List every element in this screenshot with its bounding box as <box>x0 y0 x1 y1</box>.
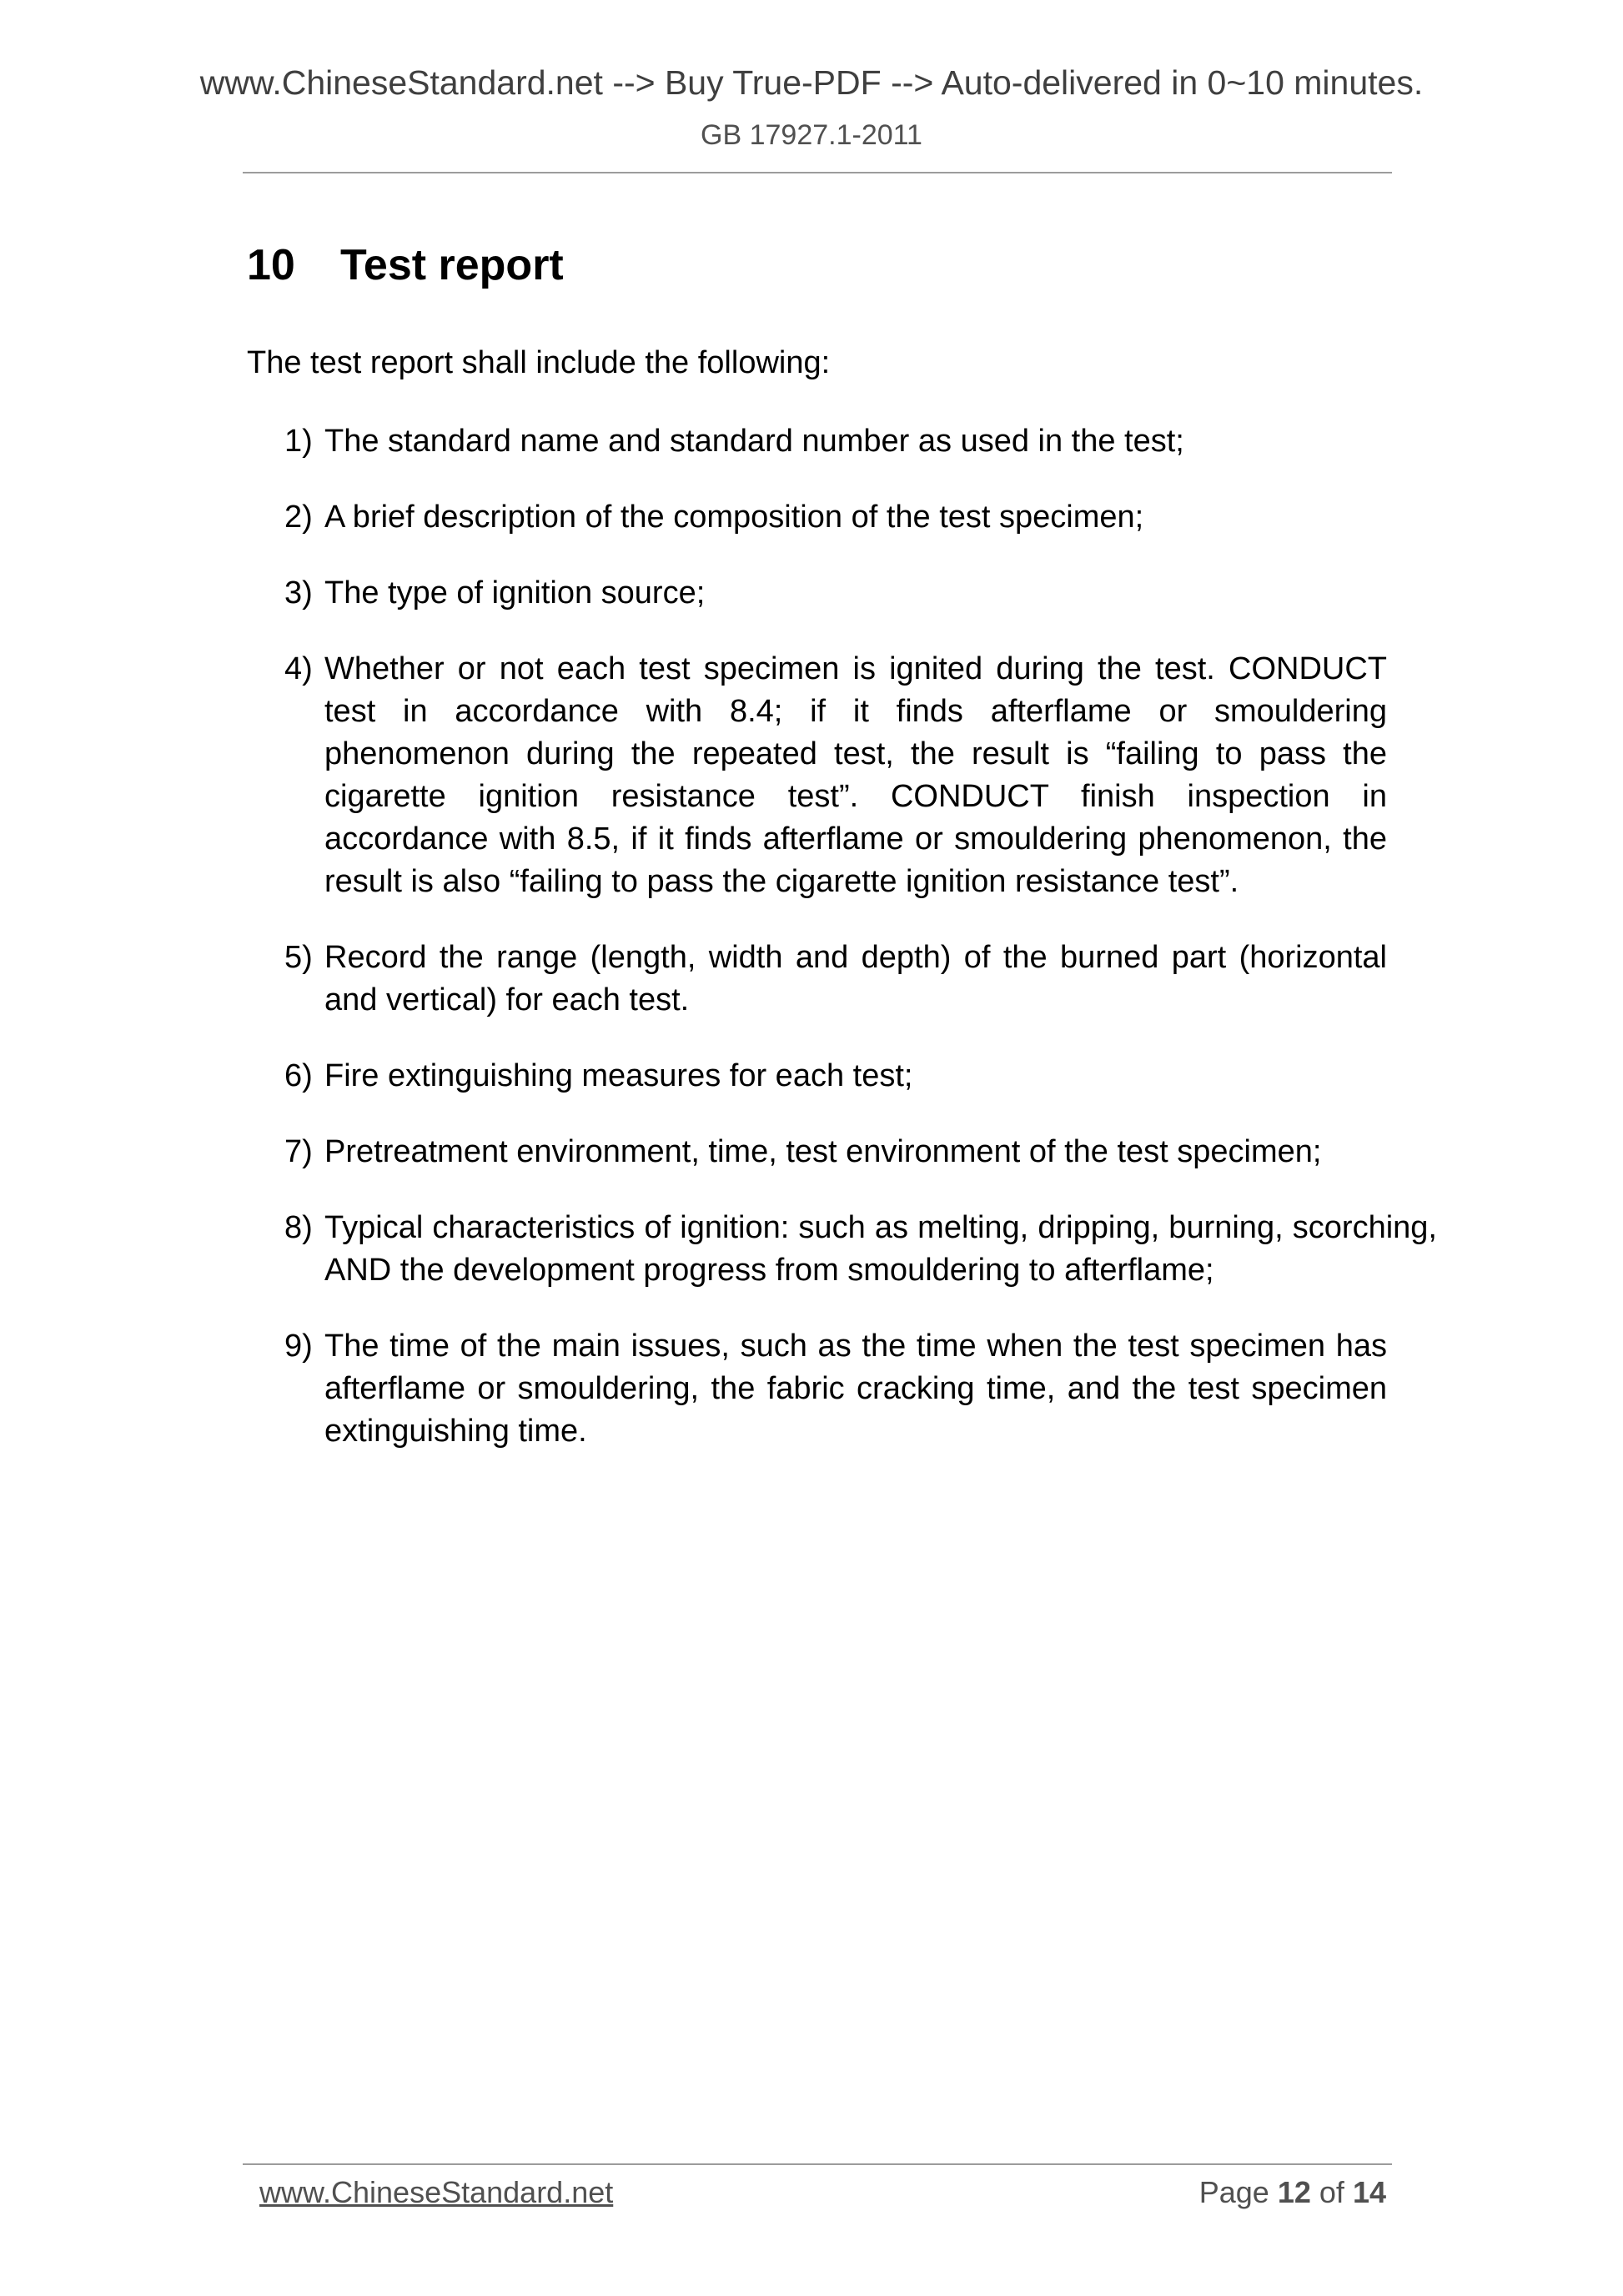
item-number: 8) <box>284 1210 313 1245</box>
list-item <box>284 1055 1387 1098</box>
page-indicator <box>1199 2175 1386 2210</box>
page-label: Page <box>1198 2175 1269 2209</box>
item-text: A brief description of the composition of the test specimen; <box>324 500 1144 535</box>
page-of-label: of <box>1319 2175 1344 2209</box>
item-number: 4) <box>284 651 313 686</box>
item-number: 9) <box>284 1329 313 1364</box>
list-item <box>284 648 1387 903</box>
list-item <box>284 937 1387 1022</box>
item-text: The standard name and standard number as used in the test; <box>324 424 1184 459</box>
item-text: Pretreatment environment, time, test environment of the test specimen; <box>324 1134 1322 1169</box>
item-text: Whether or not each test specimen is ignited during the test. CONDUCT test in accordance with 8.4; if it finds afterflame or smouldering phenomenon during the repeated test, the result is “failing to pass the cigarette ignition resistance test”. CONDUCT finish inspection in accordance with 8.5, if it finds afterflame or smouldering phenomenon, the result is also “failing to pass the cigarette ignition resistance test”. <box>324 651 1387 899</box>
item-text: Fire extinguishing measures for each test; <box>324 1058 913 1093</box>
section-number: 10 <box>247 241 295 289</box>
current-page-number: 12 <box>1277 2175 1311 2209</box>
list-item <box>284 420 1387 463</box>
item-number: 1) <box>284 424 313 459</box>
footer-website-link[interactable]: www.ChineseStandard.net <box>259 2175 614 2209</box>
item-number: 6) <box>284 1058 313 1093</box>
list-item <box>284 1131 1387 1173</box>
item-text: The time of the main issues, such as the time when the test specimen has afterflame or smouldering, the fabric cracking time, and the test specimen extinguishing time. <box>324 1329 1387 1449</box>
footer-divider <box>243 2163 1392 2165</box>
item-text: Record the range (length, width and depth) of the burned part (horizontal and vertical) for each test. <box>324 940 1387 1017</box>
intro-paragraph: The test report shall include the following: <box>247 345 831 380</box>
list-item <box>284 572 1387 615</box>
report-items-list <box>284 420 1437 1486</box>
list-item <box>284 496 1387 539</box>
section-heading <box>247 240 564 290</box>
item-text: The type of ignition source; <box>324 575 706 610</box>
top-banner: www.ChineseStandard.net --> Buy True-PDF --> Auto-delivered in 0~10 minutes. <box>199 63 1424 102</box>
list-item <box>284 1207 1437 1292</box>
item-number: 7) <box>284 1134 313 1169</box>
total-pages-number: 14 <box>1352 2175 1386 2209</box>
item-number: 2) <box>284 500 313 535</box>
header-divider <box>243 172 1392 173</box>
document-code: GB 17927.1-2011 <box>701 119 922 151</box>
list-item <box>284 1325 1387 1453</box>
item-number: 3) <box>284 575 313 610</box>
section-title: Test report <box>340 241 564 289</box>
item-text: Typical characteristics of ignition: such as melting, dripping, burning, scorching, AND the development progress from smouldering to afterflame; <box>324 1210 1437 1288</box>
item-number: 5) <box>284 940 313 975</box>
